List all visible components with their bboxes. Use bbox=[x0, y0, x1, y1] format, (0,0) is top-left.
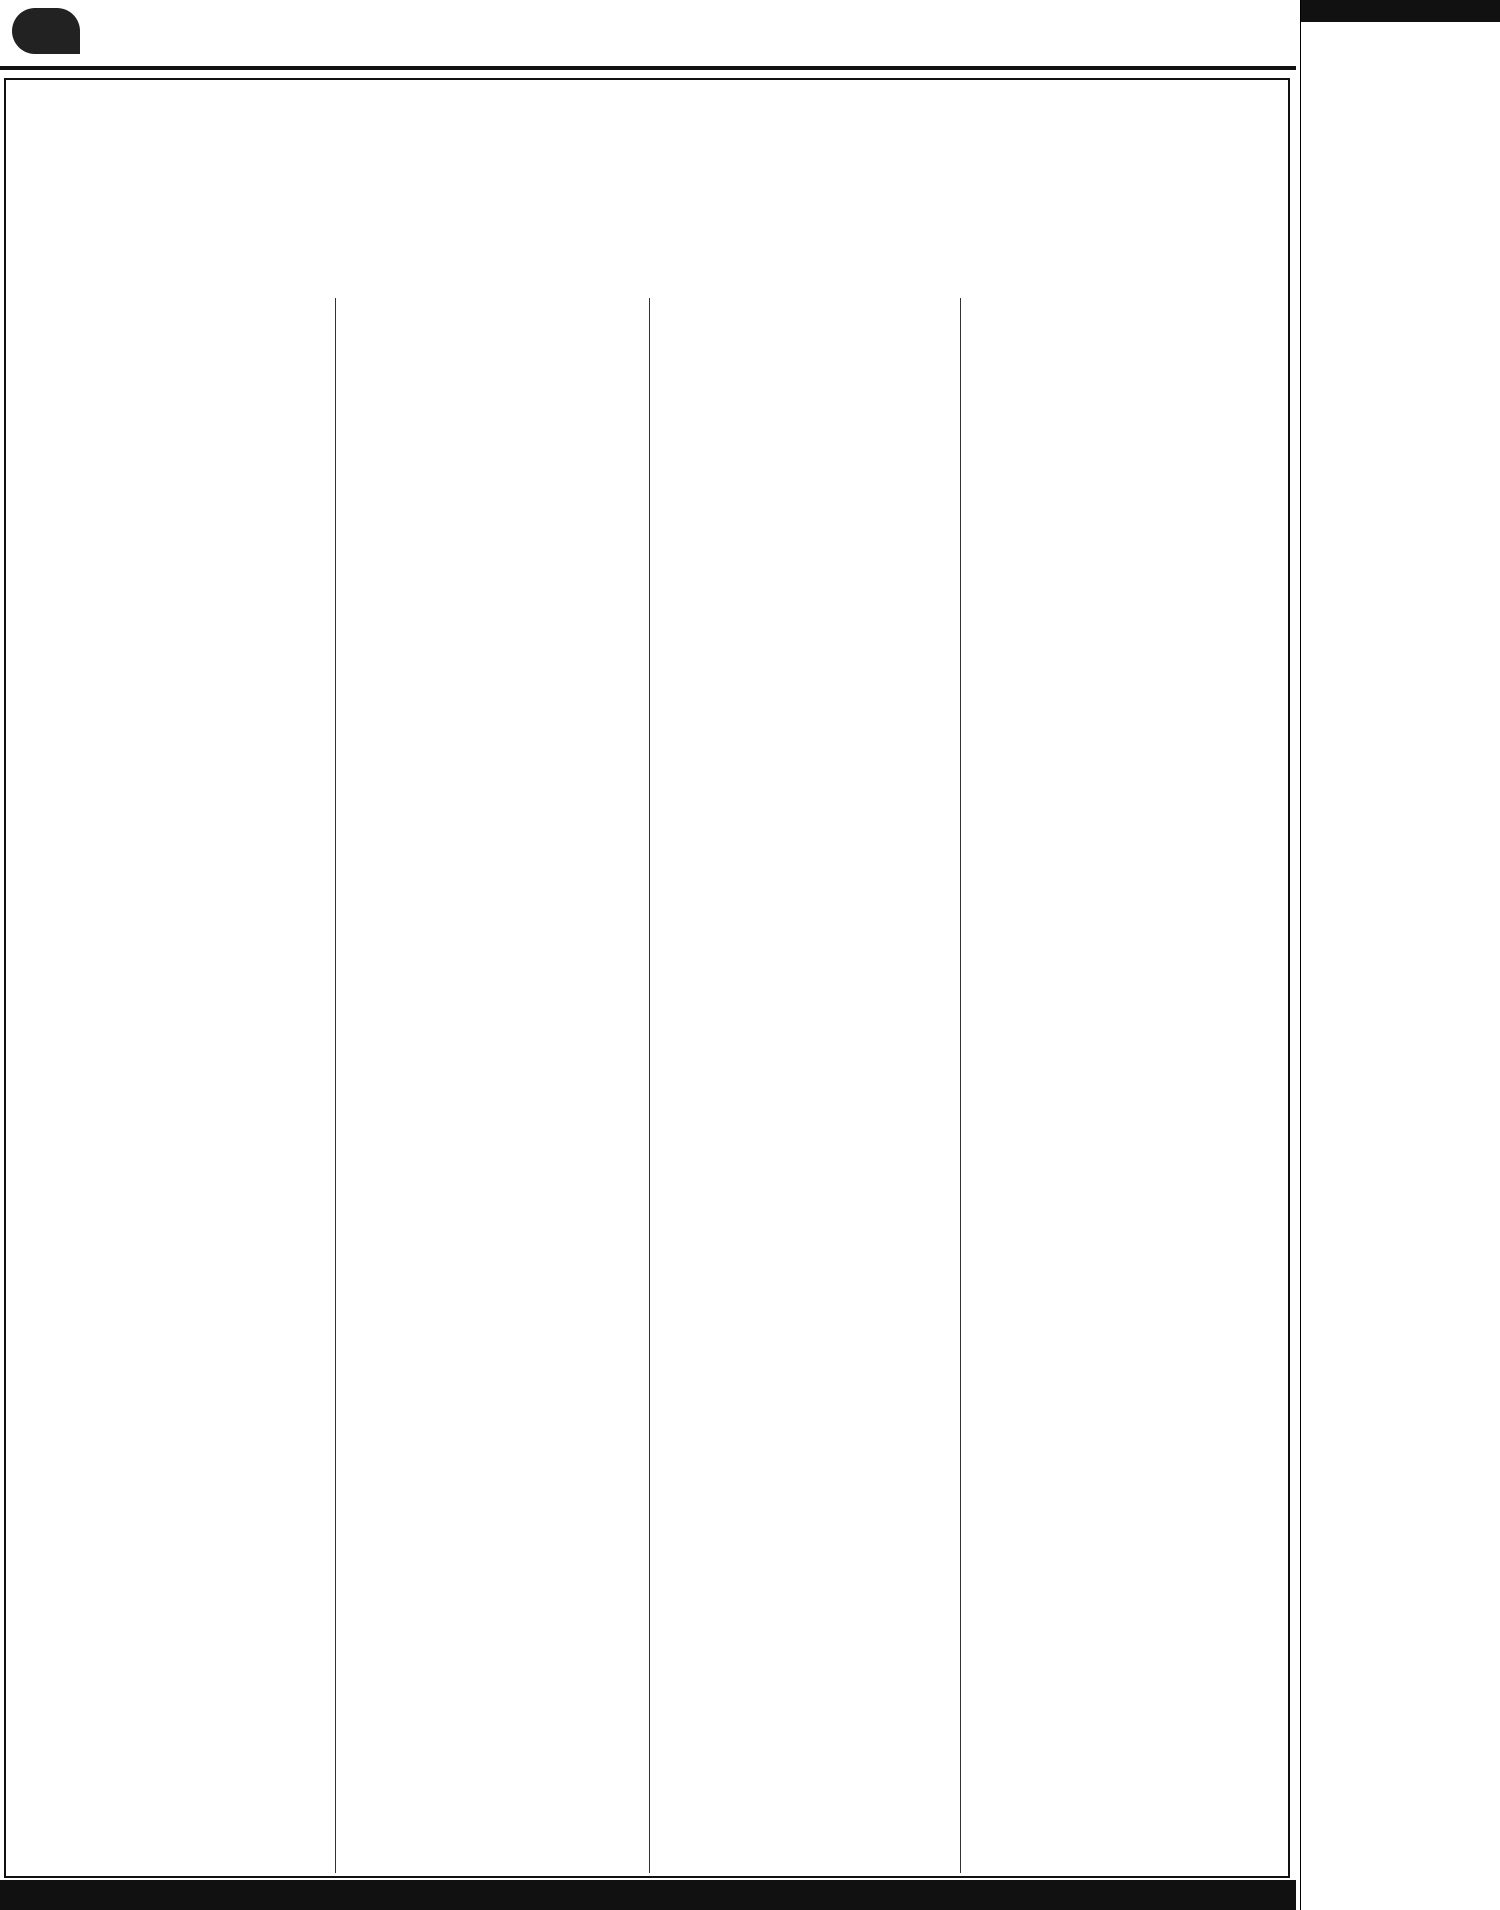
column-divider bbox=[649, 298, 650, 1873]
cancellation-notices bbox=[1301, 22, 1500, 1910]
classified-notices-strip bbox=[1300, 0, 1500, 1910]
column-divider bbox=[335, 298, 336, 1873]
footer-notice bbox=[0, 1880, 1296, 1910]
notice-frame bbox=[4, 78, 1290, 1878]
cancellation-notice-heading bbox=[1301, 0, 1500, 22]
header-rule bbox=[0, 66, 1296, 70]
page-header bbox=[0, 0, 1296, 66]
column-divider bbox=[960, 298, 961, 1873]
page-number-badge bbox=[12, 8, 80, 54]
